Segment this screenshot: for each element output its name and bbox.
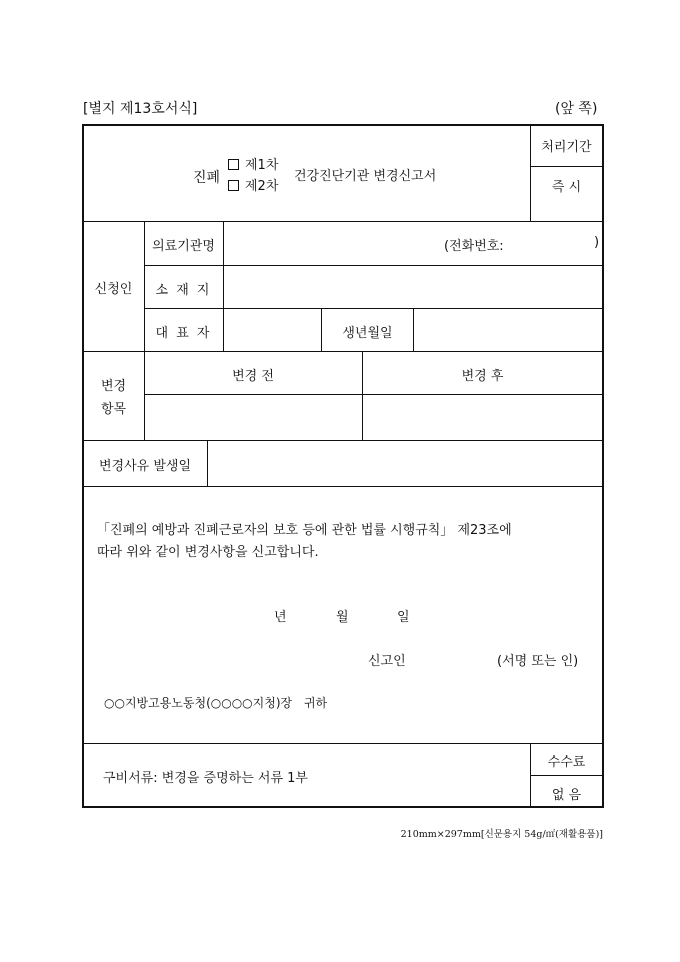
location-field[interactable] [224,266,603,308]
required-documents: 구비서류: 변경을 증명하는 서류 1부 [103,771,308,786]
option-first[interactable] [228,154,278,173]
change-items-label-line2: 항목 [100,402,127,417]
birthdate-label: 생년월일 [342,326,393,341]
before-change-field[interactable] [145,395,362,440]
rule-reason-bottom [83,486,603,487]
reason-date-field[interactable] [208,441,603,486]
rule-declaration-bottom [83,743,603,744]
signature-label: (서명 또는 인) [497,654,579,669]
phone-number-label: (전화번호: [444,239,504,254]
addressee [104,694,327,711]
declaration-line-1: 「진폐의 예방과 진폐근로자의 보호 등에 관한 법률 시행규칙」 제23조에 [97,523,512,538]
date-month-label: 월 [336,610,349,625]
rule-applicant-bottom [83,351,603,352]
option-second-label: 제2차 [245,179,279,194]
after-change-field[interactable] [363,395,603,440]
rule-processing-split [530,166,603,167]
date-year-label: 년 [274,610,287,625]
phone-number-close: ) [594,235,600,250]
date-day-label: 일 [397,610,410,625]
after-change-header: 변경 후 [461,369,504,384]
fee-label: 수수료 [547,755,586,770]
institution-name-label: 의료기관명 [152,239,215,254]
title-prefix: 진폐 [193,170,221,186]
addressee-suffix: 귀하 [303,696,328,710]
form-number-label: [별지 제13호서식] [83,101,198,117]
page-side-label: (앞 쪽) [555,101,598,117]
option-first-label: 제1차 [245,158,279,173]
declaration-line-2: 따라 위와 같이 변경사항을 신고합니다. [97,545,319,560]
reporter-signature-field[interactable] [420,646,490,668]
option-second[interactable] [228,175,278,194]
checkbox-second[interactable] [228,180,239,191]
paper-spec: 210mm×297mm[신문용지 54g/㎡(재활용품)] [400,829,603,840]
addressee-office: ○○지방고용노동청(○○○○지청)장 [104,696,293,710]
processing-period-label: 처리기간 [541,140,592,155]
institution-name-field[interactable] [224,222,603,265]
fee-value: 없 음 [551,788,582,803]
form-title: 건강진단기관 변경신고서 [294,169,437,184]
representative-label: 대 표 자 [155,326,212,341]
representative-field[interactable] [224,309,321,351]
birthdate-field[interactable] [414,309,603,351]
processing-period-value: 즉 시 [551,180,582,195]
change-items-label-line1: 변경 [100,379,127,394]
before-change-header: 변경 전 [232,369,274,384]
applicant-section-label: 신청인 [94,282,133,297]
rule-fee-split [530,775,603,776]
reason-date-label: 변경사유 발생일 [98,459,192,474]
location-label: 소 재 지 [155,283,212,298]
reporter-label: 신고인 [368,654,406,669]
checkbox-first[interactable] [228,159,239,170]
